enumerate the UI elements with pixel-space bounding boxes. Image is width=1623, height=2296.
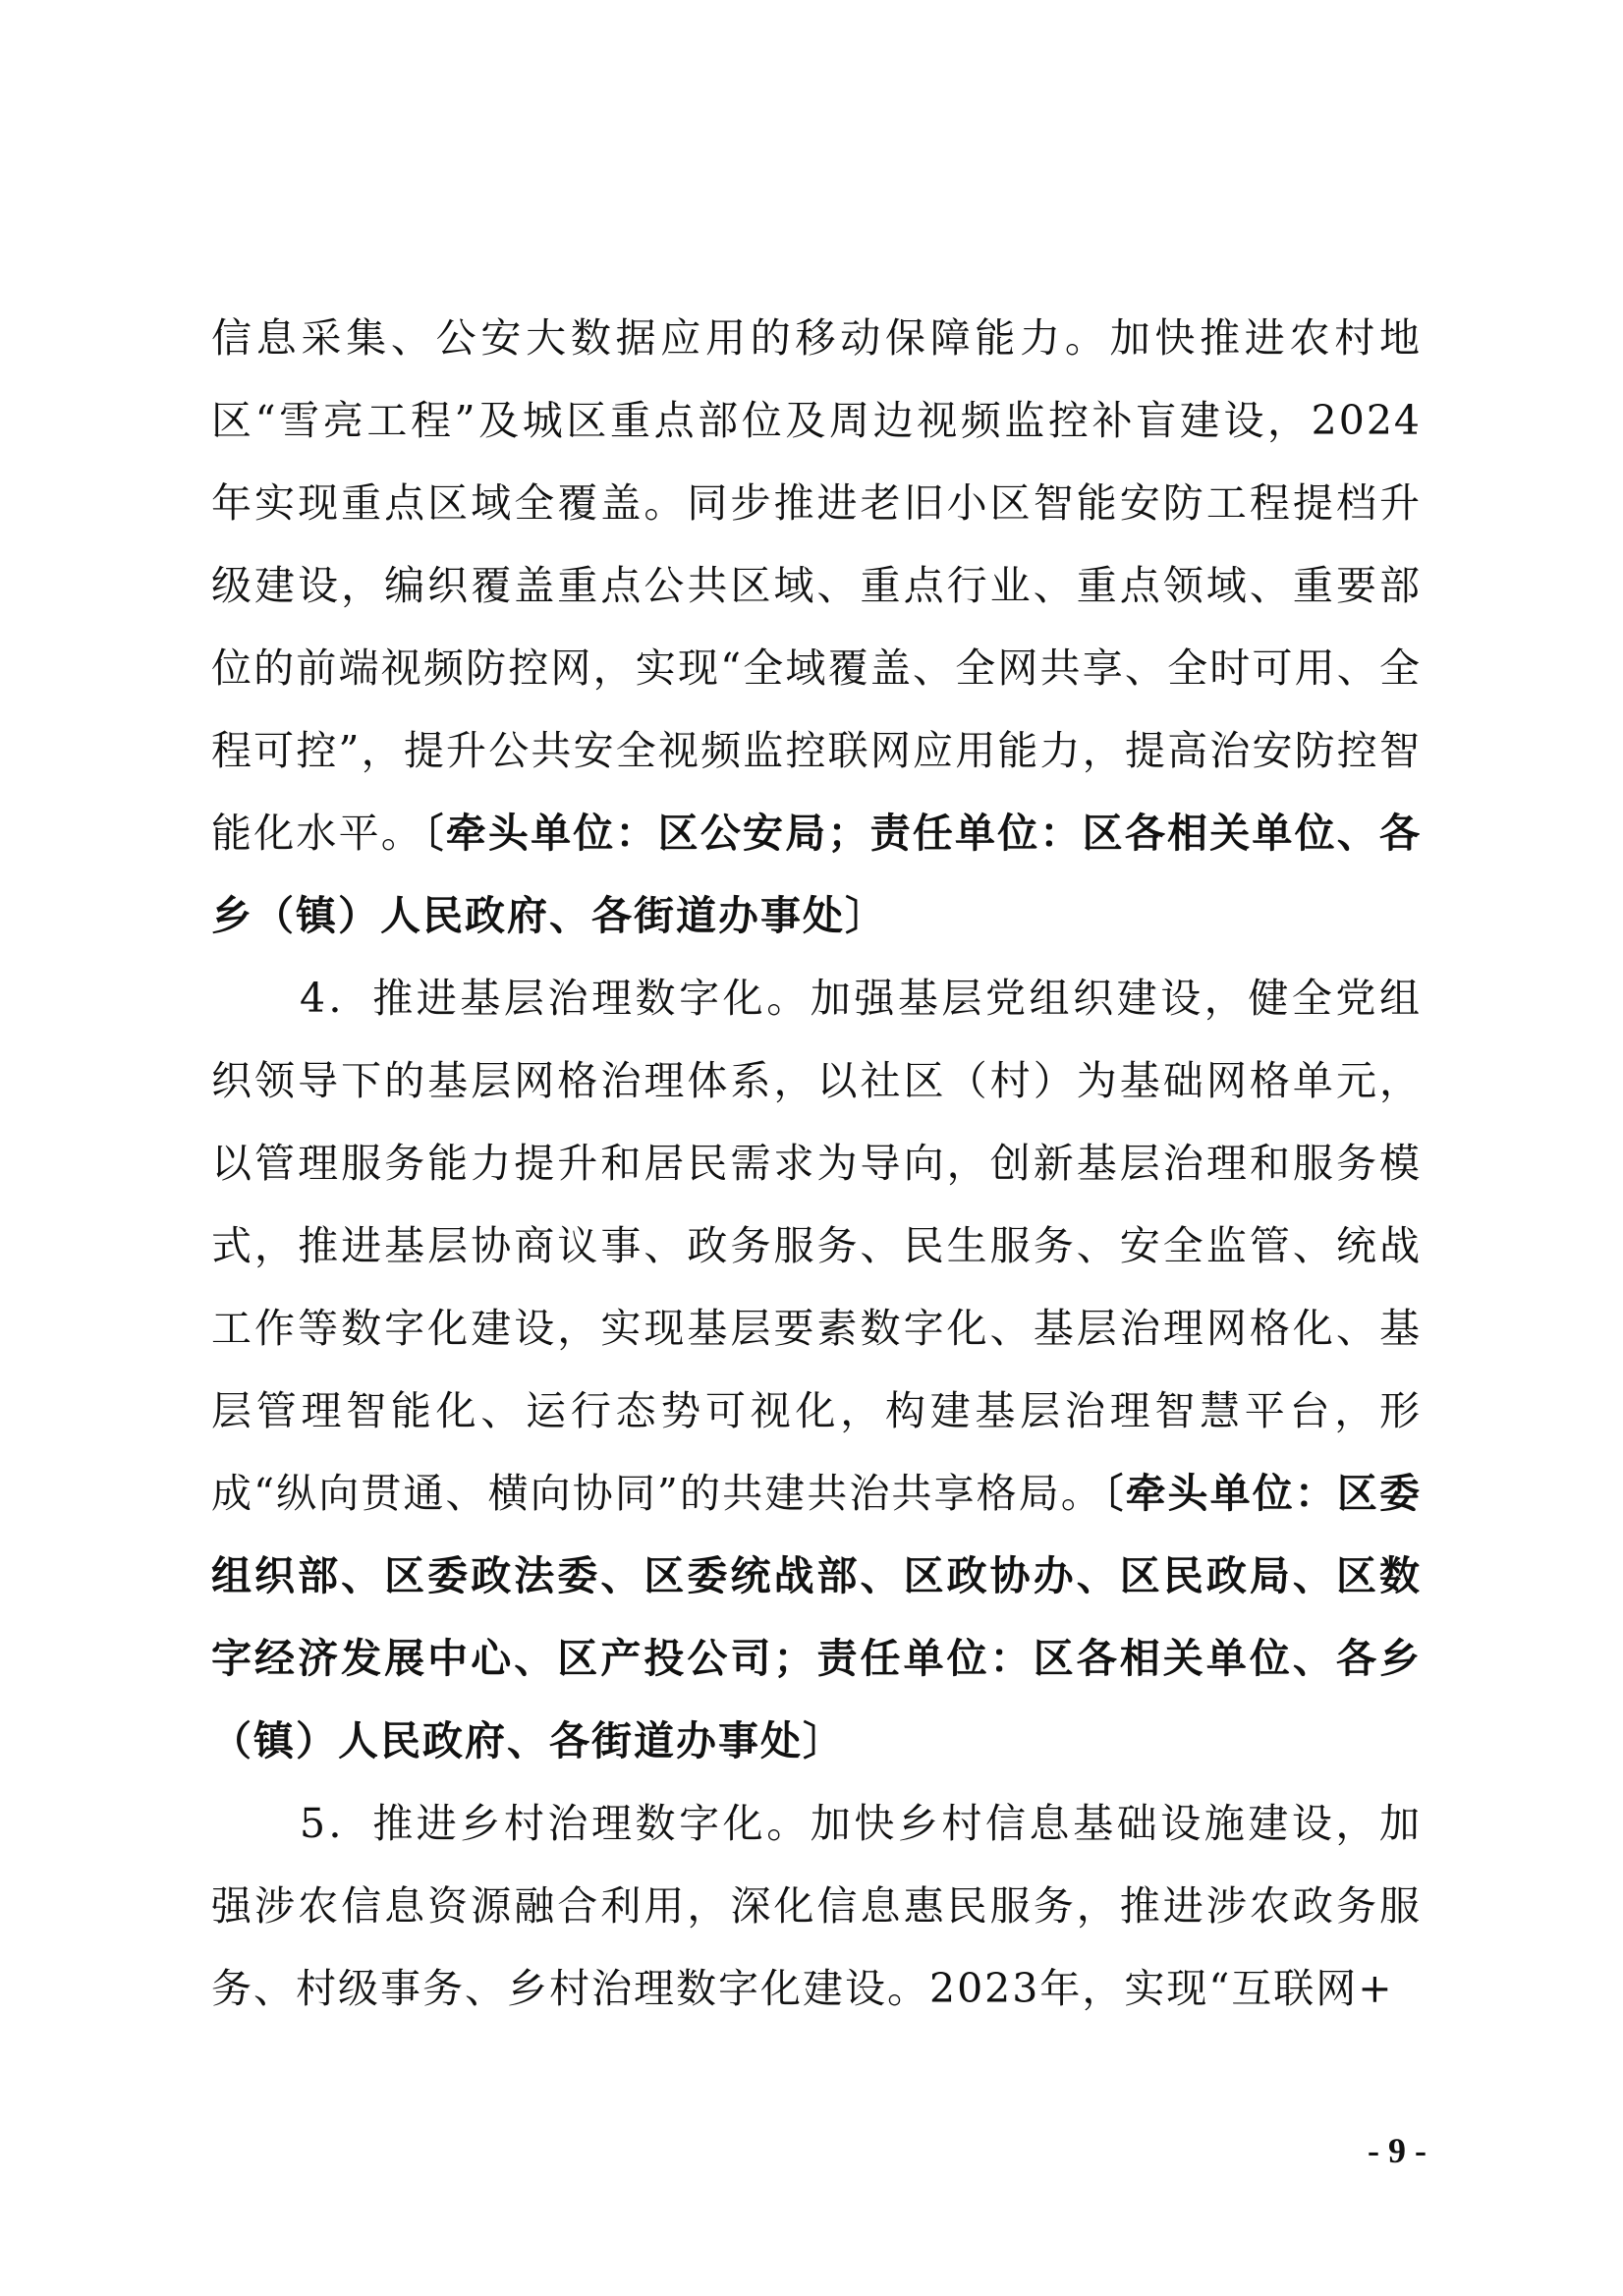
paragraph-text: 信息采集、公安大数据应用的移动保障能力。加快推进农村地区“雪亮工程”及城区重点部位及周边视频监控补盲建设，2024年实现重点区域全覆盖。同步推进老旧小区智能安防工程提档升级建设，编织覆盖重点公共区域、重点行业、重点领域、重要部位的前端视频防控网，实现“全域覆盖、全网共享、全时可用、全程可控”，提升公共安全视频监控联网应用能力，提高治安防控智能化水平。: [211, 314, 1422, 857]
paragraph-text: 5．推进乡村治理数字化。加快乡村信息基础设施建设，加强涉农信息资源融合利用，深化信息惠民服务，推进涉农政务服务、村级事务、乡村治理数字化建设。2023年，实现“互联网+: [211, 1800, 1422, 2012]
responsibility-note: 〔牵头单位：区委组织部、区委政法委、区委统战部、区政协办、区民政局、区数字经济发展中心、区产投公司；责任单位：区各相关单位、各乡（镇）人民政府、各街道办事处〕: [211, 1470, 1422, 1764]
paragraph-security-video: [211, 297, 1422, 957]
paragraph-rural-governance: [211, 1782, 1422, 2030]
paragraph-text: 4．推进基层治理数字化。加强基层党组织建设，健全党组织领导下的基层网格治理体系，以社区（村）为基础网格单元，以管理服务能力提升和居民需求为导向，创新基层治理和服务模式，推进基层协商议事、政务服务、民生服务、安全监管、统战工作等数字化建设，实现基层要素数字化、基层治理网格化、基层管理智能化、运行态势可视化，构建基层治理智慧平台，形成“纵向贯通、横向协同”的共建共治共享格局。: [211, 975, 1422, 1517]
page-number: - 9 -: [1368, 2131, 1427, 2170]
responsibility-note: 〔牵头单位：区公安局；责任单位：区各相关单位、各乡（镇）人民政府、各街道办事处〕: [211, 810, 1422, 939]
body-text: [211, 297, 1422, 2030]
paragraph-grassroots-governance: [211, 957, 1422, 1782]
